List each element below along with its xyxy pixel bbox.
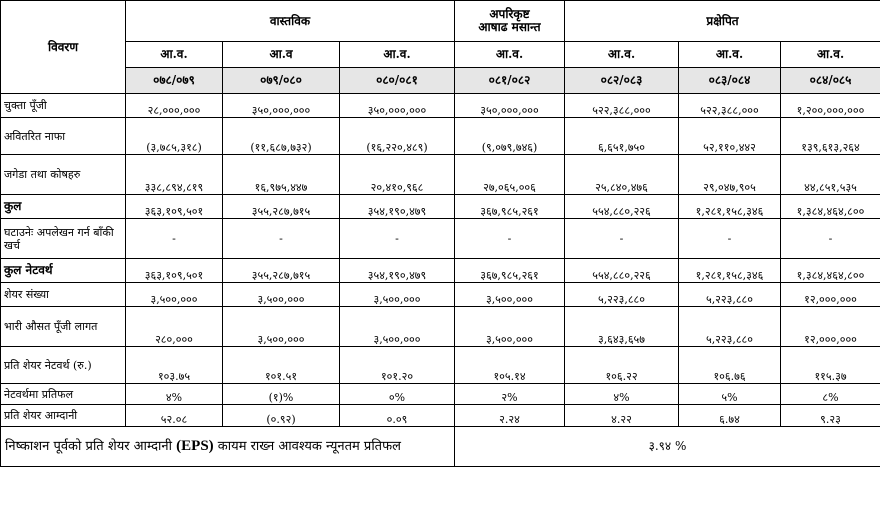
eps-note-value: ३.९४ %	[455, 427, 880, 467]
row-label: प्रति शेयर आम्दानी	[1, 405, 126, 427]
row-value-cell: २.२४	[455, 405, 565, 427]
row-value-cell: ५,२२३,८८०	[565, 283, 679, 307]
row-value-cell: ३३८,८९४,८१९	[126, 155, 223, 195]
row-value-cell: ५,२२३,८८०	[679, 283, 781, 307]
row-value-cell: ३,५००,०००	[455, 283, 565, 307]
table-row	[1, 118, 880, 155]
row-value-cell: ३५५,२८७,७१५	[223, 195, 340, 219]
table-row	[1, 259, 880, 283]
row-label: शेयर संख्या	[1, 283, 126, 307]
year-header-2: ०८०/०८१	[340, 68, 455, 94]
row-value-cell: १३९,६१३,२६४	[781, 118, 880, 155]
table-row	[1, 195, 880, 219]
table-row	[1, 219, 880, 259]
row-value-cell: ३,५००,०००	[340, 307, 455, 347]
row-value-cell: ०.०९	[340, 405, 455, 427]
row-label: जगेडा तथा कोषहरु	[1, 155, 126, 195]
row-value-cell: -	[565, 219, 679, 259]
row-value-cell: ३६७,९८५,२६१	[455, 195, 565, 219]
fy-label-3: आ.व.	[455, 42, 565, 68]
row-label: भारी औसत पूँजी लागत	[1, 307, 126, 347]
row-value-cell: १२,०००,०००	[781, 307, 880, 347]
eps-note-label	[1, 427, 455, 467]
row-value-cell: ३,५००,०००	[223, 307, 340, 347]
row-value-cell: ५५४,८८०,२२६	[565, 195, 679, 219]
row-value-cell: (३,७८५,३१८)	[126, 118, 223, 155]
row-value-cell: ३५०,०००,०००	[223, 94, 340, 118]
row-value-cell: ४%	[565, 384, 679, 405]
row-value-cell: (१)%	[223, 384, 340, 405]
row-value-cell: ०%	[340, 384, 455, 405]
table-row	[1, 155, 880, 195]
row-value-cell: १०६.२२	[565, 347, 679, 384]
table-row	[1, 283, 880, 307]
year-header-3: ०८१/०८२	[455, 68, 565, 94]
row-value-cell: ४४,८५१,५३५	[781, 155, 880, 195]
eps-note-text-after: कायम राख्न आवश्यक न्यूनतम प्रतिफल	[217, 439, 401, 454]
year-header-6: ०८४/०८५	[781, 68, 880, 94]
row-value-cell: -	[679, 219, 781, 259]
table-row	[1, 347, 880, 384]
row-label: प्रति शेयर नेटवर्थ (रु.)	[1, 347, 126, 384]
row-value-cell: ४.२२	[565, 405, 679, 427]
table-row	[1, 307, 880, 347]
fy-label-2: आ.व.	[340, 42, 455, 68]
year-header-5: ०८३/०८४	[679, 68, 781, 94]
row-value-cell: ३६३,१०९,५०१	[126, 195, 223, 219]
fy-label-4: आ.व.	[565, 42, 679, 68]
table-row	[1, 94, 880, 118]
row-value-cell: (९,०७९,७४६)	[455, 118, 565, 155]
particulars-header: विवरण	[1, 1, 126, 94]
row-value-cell: ३५०,०००,०००	[340, 94, 455, 118]
row-value-cell: ६,६५१,७५०	[565, 118, 679, 155]
row-value-cell: १०१.२०	[340, 347, 455, 384]
row-value-cell: ३६३,१०९,५०१	[126, 259, 223, 283]
row-label: नेटवर्थमा प्रतिफल	[1, 384, 126, 405]
table-row	[1, 384, 880, 405]
row-value-cell: ६.७४	[679, 405, 781, 427]
row-value-cell: ४%	[126, 384, 223, 405]
table-body	[1, 94, 880, 427]
row-label: चुक्ता पूँजी	[1, 94, 126, 118]
row-value-cell: ५२,११०,४४२	[679, 118, 781, 155]
table-row	[1, 405, 880, 427]
fy-label-1: आ.व	[223, 42, 340, 68]
eps-abbreviation: (EPS)	[176, 438, 214, 454]
year-header-0: ०७८/०७९	[126, 68, 223, 94]
row-value-cell: ३६७,९८५,२६१	[455, 259, 565, 283]
row-value-cell: ३,५००,०००	[126, 283, 223, 307]
row-value-cell: -	[126, 219, 223, 259]
row-value-cell: -	[223, 219, 340, 259]
row-value-cell: २०,४१०,९६८	[340, 155, 455, 195]
eps-note-row	[1, 427, 880, 467]
row-value-cell: ९.२३	[781, 405, 880, 427]
row-value-cell: ३,५००,०००	[223, 283, 340, 307]
unaudited-group-header	[455, 1, 565, 42]
row-value-cell: २९,०४७,९०५	[679, 155, 781, 195]
header-group-row	[1, 1, 880, 42]
row-value-cell: ३५४,१९०,४७९	[340, 259, 455, 283]
row-value-cell: ५५४,८८०,२२६	[565, 259, 679, 283]
year-header-4: ०८२/०८३	[565, 68, 679, 94]
row-value-cell: ३५५,२८७,७१५	[223, 259, 340, 283]
row-label: कुल	[1, 195, 126, 219]
projected-group-header: प्रक्षेपित	[565, 1, 880, 42]
row-value-cell: १,३८४,४६४,८००	[781, 195, 880, 219]
row-value-cell: १,३८४,४६४,८००	[781, 259, 880, 283]
row-value-cell: १,२८१,१५८,३४६	[679, 195, 781, 219]
row-label: अवितरित नाफा	[1, 118, 126, 155]
row-value-cell: १६,९७५,४४७	[223, 155, 340, 195]
row-value-cell: ५२२,३८८,०००	[565, 94, 679, 118]
row-value-cell: १०६.७६	[679, 347, 781, 384]
eps-note-text-before: निष्काशन पूर्वको प्रति शेयर आम्दानी	[5, 439, 173, 454]
row-value-cell: (०.९२)	[223, 405, 340, 427]
fy-label-6: आ.व.	[781, 42, 880, 68]
row-value-cell: ३,५००,०००	[455, 307, 565, 347]
row-value-cell: २५,८४०,४७६	[565, 155, 679, 195]
unaudited-line1: अपरिकृष्ट	[489, 7, 530, 21]
row-value-cell: १,२००,०००,०००	[781, 94, 880, 118]
row-value-cell: २८०,०००	[126, 307, 223, 347]
row-value-cell: ३५०,०००,०००	[455, 94, 565, 118]
row-value-cell: २७,०६५,००६	[455, 155, 565, 195]
row-value-cell: १०५.१४	[455, 347, 565, 384]
row-value-cell: (११,६८७,७३२)	[223, 118, 340, 155]
row-value-cell: ३,५००,०००	[340, 283, 455, 307]
fy-label-0: आ.व.	[126, 42, 223, 68]
fy-label-5: आ.व.	[679, 42, 781, 68]
unaudited-line2: आषाढ मसान्त	[478, 20, 541, 34]
row-value-cell: ३५४,१९०,४७९	[340, 195, 455, 219]
row-value-cell: १०१.५१	[223, 347, 340, 384]
row-value-cell: १,२८१,१५८,३४६	[679, 259, 781, 283]
year-header-1: ०७९/०८०	[223, 68, 340, 94]
row-value-cell: १०३.७५	[126, 347, 223, 384]
row-value-cell: ११५.३७	[781, 347, 880, 384]
actual-group-header: वास्तविक	[126, 1, 455, 42]
row-value-cell: ५%	[679, 384, 781, 405]
fiscal-year-label-row	[1, 42, 880, 68]
row-label: कुल नेटवर्थ	[1, 259, 126, 283]
row-value-cell: -	[455, 219, 565, 259]
row-value-cell: -	[340, 219, 455, 259]
row-value-cell: १२,०००,०००	[781, 283, 880, 307]
row-value-cell: ५,२२३,८८०	[679, 307, 781, 347]
row-value-cell: २८,०००,०००	[126, 94, 223, 118]
row-value-cell: ३,६४३,६५७	[565, 307, 679, 347]
row-label: घटाउनेः अपलेखन गर्न बाँकी खर्च	[1, 219, 126, 259]
row-value-cell: ८%	[781, 384, 880, 405]
row-value-cell: २%	[455, 384, 565, 405]
row-value-cell: ५२.०८	[126, 405, 223, 427]
year-row	[1, 68, 880, 94]
row-value-cell: (१६,२२०,४८९)	[340, 118, 455, 155]
row-value-cell: ५२२,३८८,०००	[679, 94, 781, 118]
row-value-cell: -	[781, 219, 880, 259]
